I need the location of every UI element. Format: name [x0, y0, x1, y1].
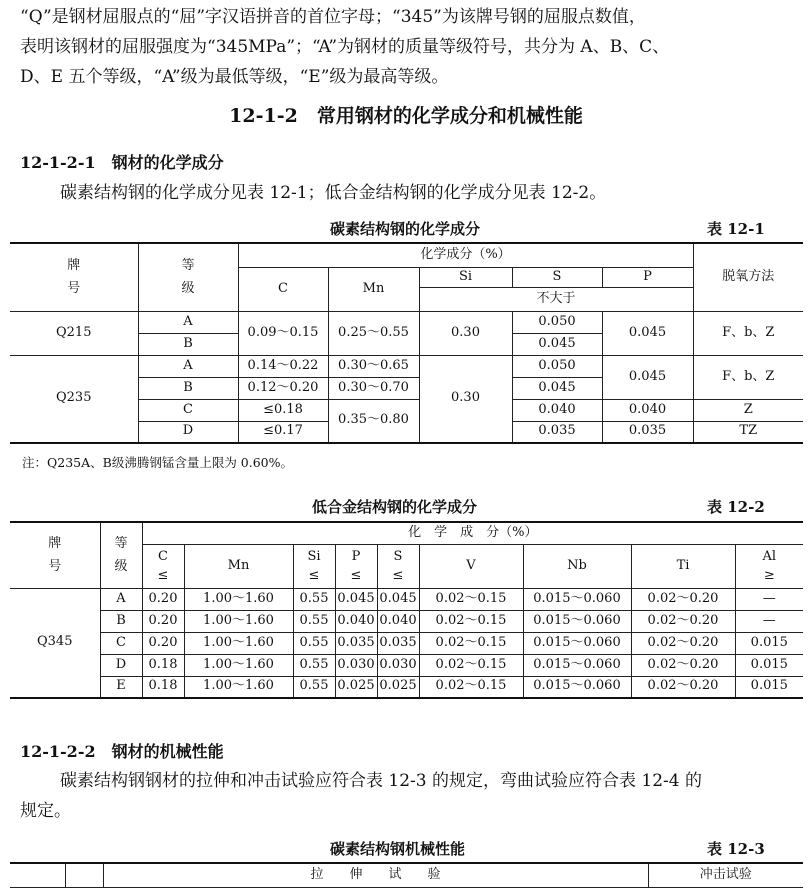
table2-caption: 低合金结构钢的化学成分 [312, 498, 478, 516]
t2-cell: 0.02～0.15 [419, 632, 523, 654]
t2-cell: 1.00～1.60 [184, 610, 293, 632]
t3-header-tensile: 拉 伸 试 验 [103, 863, 648, 887]
t2-cell: 0.015～0.060 [523, 654, 631, 676]
table3-caption: 碳素结构钢机械性能 [330, 840, 466, 858]
t2-cell: 0.015 [735, 676, 803, 698]
table1-caption: 碳素结构钢的化学成分 [330, 220, 481, 238]
t2-cell: 1.00～1.60 [184, 676, 293, 698]
t2-cell: 0.02～0.20 [631, 588, 735, 610]
t2-header-level: 等 级 [100, 522, 142, 588]
t2-cell: 0.030 [335, 654, 377, 676]
t2-cell: 0.015～0.060 [523, 588, 631, 610]
subsection-title-1: 12-1-2-1 钢材的化学成分 [20, 153, 224, 172]
table1-note: 注：Q235A、B级沸腾钢锰含量上限为 0.60%。 [22, 455, 294, 470]
t1-header-grade: 牌 号 [10, 243, 138, 311]
table-12-3 [10, 862, 803, 888]
t2-header-grade: 牌 号 [10, 522, 100, 588]
t1-header-not-more: 不大于 [419, 287, 693, 311]
t1-cell: 0.09～0.15 [238, 311, 328, 355]
t2-cell: 0.02～0.20 [631, 632, 735, 654]
t2-cell: 1.00～1.60 [184, 632, 293, 654]
subsection-text-2 [20, 766, 800, 826]
t1-level: A [138, 311, 238, 333]
t1-grade-q215: Q215 [10, 311, 138, 355]
t1-cell: Z [693, 399, 803, 421]
t1-header-si: Si [419, 267, 512, 287]
table1-number: 表 12-1 [707, 220, 765, 238]
table3-number: 表 12-3 [707, 840, 765, 858]
t1-cell: 0.30 [419, 355, 512, 443]
t1-level: B [138, 377, 238, 399]
section-title: 12-1-2 常用钢材的化学成分和机械性能 [229, 105, 583, 127]
t2-cell: 1.00～1.60 [184, 588, 293, 610]
t1-level: B [138, 333, 238, 355]
t2-level: A [100, 588, 142, 610]
t2-cell: 0.18 [142, 654, 184, 676]
t2-cell: 0.02～0.20 [631, 676, 735, 698]
t2-cell: 0.02～0.15 [419, 610, 523, 632]
table-row [10, 610, 803, 632]
t1-grade-q235: Q235 [10, 355, 138, 443]
t2-cell: 0.025 [377, 676, 419, 698]
t1-cell: TZ [693, 421, 803, 443]
t2-cell: 0.035 [335, 632, 377, 654]
t1-cell: ≤0.18 [238, 399, 328, 421]
t2-grade-q345: Q345 [10, 588, 100, 698]
t1-cell: 0.30～0.65 [328, 355, 419, 377]
intro-line-3: D、E 五个等级，“A”级为最低等级，“E”级为最高等级。 [20, 67, 449, 87]
subsection-title-2: 12-1-2-2 钢材的机械性能 [20, 742, 224, 761]
t2-cell: 0.035 [377, 632, 419, 654]
t2-header-ti: Ti [631, 544, 735, 588]
t2-cell: 0.015 [735, 632, 803, 654]
t1-cell: 0.045 [602, 355, 693, 399]
t1-level: D [138, 421, 238, 443]
t2-cell: 0.20 [142, 632, 184, 654]
t2-cell: 0.015～0.060 [523, 676, 631, 698]
t1-header-c: C [238, 267, 328, 311]
t1-cell: 0.050 [512, 355, 602, 377]
t1-cell: 0.30 [419, 311, 512, 355]
table-row [10, 676, 803, 698]
t1-cell: 0.14～0.22 [238, 355, 328, 377]
t2-cell: 0.20 [142, 588, 184, 610]
t1-cell: 0.035 [512, 421, 602, 443]
table-row [10, 588, 803, 610]
t2-cell: — [735, 610, 803, 632]
t3-header-impact: 冲击试验 [648, 863, 803, 887]
t1-header-s: S [512, 267, 602, 287]
t1-cell: 0.25～0.55 [328, 311, 419, 355]
t2-cell: 0.040 [377, 610, 419, 632]
table-row [10, 654, 803, 676]
t2-cell: 0.015 [735, 654, 803, 676]
intro-line-2: 表明该钢材的屈服强度为“345MPa”；“A”为钢材的质量等级符号，共分为 A、B、C、 [20, 37, 670, 57]
t2-header-al: Al ≥ [735, 544, 803, 588]
t2-cell: 1.00～1.60 [184, 654, 293, 676]
t1-header-level: 等 级 [138, 243, 238, 311]
t2-cell: 0.015～0.060 [523, 610, 631, 632]
t1-header-chem: 化学成分（%） [238, 243, 693, 267]
intro-line-1: “Q”是钢材屈服点的“屈”字汉语拼音的首位字母；“345”为该牌号钢的屈服点数值， [20, 7, 646, 27]
t2-header-c: C ≤ [142, 544, 184, 588]
t3-header-blank-2 [65, 863, 103, 887]
t2-cell: 0.55 [293, 610, 335, 632]
t2-cell: 0.045 [335, 588, 377, 610]
t2-level: D [100, 654, 142, 676]
t2-cell: 0.55 [293, 654, 335, 676]
t1-level: A [138, 355, 238, 377]
table2-number: 表 12-2 [707, 498, 765, 516]
t1-cell: F、b、Z [693, 355, 803, 399]
t2-cell: 0.02～0.15 [419, 676, 523, 698]
t2-cell: 0.040 [335, 610, 377, 632]
t2-cell: — [735, 588, 803, 610]
t1-cell: 0.045 [512, 377, 602, 399]
t1-header-p: P [602, 267, 693, 287]
t1-cell: 0.040 [512, 399, 602, 421]
sub2-line-2: 规定。 [20, 801, 71, 821]
t2-cell: 0.55 [293, 588, 335, 610]
t1-level: C [138, 399, 238, 421]
t2-level: B [100, 610, 142, 632]
t2-cell: 0.045 [377, 588, 419, 610]
t1-header-deox: 脱氧方法 [693, 243, 803, 311]
t2-header-mn: Mn [184, 544, 293, 588]
t2-header-p: P ≤ [335, 544, 377, 588]
t2-level: C [100, 632, 142, 654]
t2-header-nb: Nb [523, 544, 631, 588]
table-row [10, 632, 803, 654]
intro-paragraph [20, 2, 800, 92]
t1-cell: 0.050 [512, 311, 602, 333]
t2-cell: 0.02～0.15 [419, 654, 523, 676]
t2-cell: 0.02～0.20 [631, 654, 735, 676]
t2-cell: 0.02～0.15 [419, 588, 523, 610]
t1-cell: 0.35～0.80 [328, 399, 419, 443]
t1-cell: 0.12～0.20 [238, 377, 328, 399]
t2-cell: 0.02～0.20 [631, 610, 735, 632]
table-12-1 [10, 242, 803, 444]
t2-cell: 0.030 [377, 654, 419, 676]
t2-cell: 0.55 [293, 676, 335, 698]
t1-cell: 0.040 [602, 399, 693, 421]
t2-cell: 0.20 [142, 610, 184, 632]
t1-header-mn: Mn [328, 267, 419, 311]
t2-cell: 0.025 [335, 676, 377, 698]
table-12-2 [10, 521, 803, 699]
t2-header-si: Si ≤ [293, 544, 335, 588]
t3-header-blank-1 [10, 863, 65, 887]
t1-cell: 0.045 [602, 311, 693, 355]
subsection-text-1: 碳素结构钢的化学成分见表 12-1；低合金结构钢的化学成分见表 12-2。 [60, 183, 607, 203]
t1-cell: 0.30～0.70 [328, 377, 419, 399]
t1-cell: 0.045 [512, 333, 602, 355]
t1-cell: F、b、Z [693, 311, 803, 355]
t1-cell: 0.035 [602, 421, 693, 443]
t2-header-chem: 化 学 成 分（%） [142, 522, 803, 544]
t2-level: E [100, 676, 142, 698]
t1-cell: ≤0.17 [238, 421, 328, 443]
t2-header-v: V [419, 544, 523, 588]
t2-header-s: S ≤ [377, 544, 419, 588]
t2-cell: 0.18 [142, 676, 184, 698]
sub2-line-1: 碳素结构钢钢材的拉伸和冲击试验应符合表 12-3 的规定，弯曲试验应符合表 12-4 的 [60, 771, 702, 791]
t2-cell: 0.015～0.060 [523, 632, 631, 654]
t2-cell: 0.55 [293, 632, 335, 654]
